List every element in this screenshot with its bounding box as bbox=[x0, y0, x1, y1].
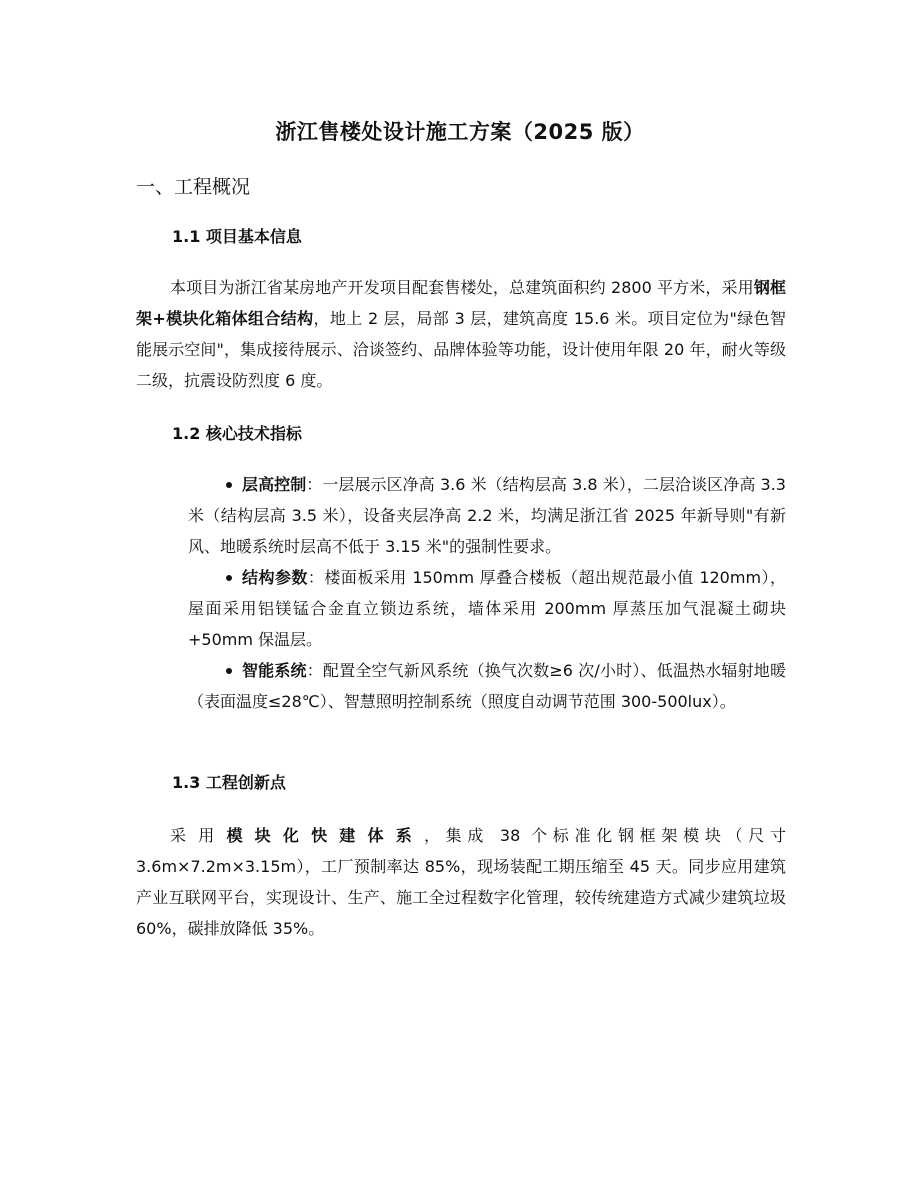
paragraph-text: 本项目为浙江省某房地产开发项目配套售楼处，总建筑面积约 2800 平方米，采用 bbox=[170, 278, 754, 297]
subsection-heading-1-2: 1.2 核心技术指标 bbox=[172, 424, 302, 443]
bullet-icon bbox=[226, 668, 232, 674]
list-item-text: ：楼面板采用 150mm 厚叠合楼板（超出规范最小值 120mm），屋面采用铝镁锰合金直立锁边系统，墙体采用 200mm 厚蒸压加气混凝土砌块+50mm 保温层。 bbox=[188, 568, 786, 649]
list-item-label: 结构参数 bbox=[242, 568, 308, 587]
list-item-text: ：配置全空气新风系统（换气次数≥6 次/小时）、低温热水辐射地暖（表面温度≤28℃）、智慧照明控制系统（照度自动调节范围 300-500lux）。 bbox=[188, 661, 786, 711]
list-item-text: ：一层展示区净高 3.6 米（结构层高 3.8 米），二层洽谈区净高 3.3 米（结构层高 3.5 米），设备夹层净高 2.2 米，均满足浙江省 2025 年新导则"有新风、地暖系统时层高不低于 3.15 米"的强制性要求。 bbox=[188, 475, 786, 556]
bullet-icon bbox=[226, 575, 232, 581]
paragraph-text: 采用 bbox=[170, 826, 227, 845]
subsection-heading-1-1: 1.1 项目基本信息 bbox=[172, 227, 302, 246]
indicator-list bbox=[188, 469, 786, 717]
paragraph-text: ，集成 38 个标准化钢框架模块（尺寸 3.6m×7.2m×3.15m），工厂预制率达 85%，现场装配工期压缩至 45 天。同步应用建筑产业互联网平台，实现设计、生产、施工全过程数字化管理，较传统建造方式减少建筑垃圾 60%，碳排放降低 35%。 bbox=[136, 826, 786, 938]
document-title: 浙江售楼处设计施工方案（2025 版） bbox=[275, 120, 645, 144]
paragraph-bold-text: 模块化快建体系 bbox=[226, 826, 424, 845]
paragraph-innovation bbox=[136, 820, 786, 944]
list-item-label: 智能系统 bbox=[242, 661, 307, 680]
list-item bbox=[188, 469, 786, 562]
paragraph-text: ，地上 2 层，局部 3 层，建筑高度 15.6 米。项目定位为"绿色智能展示空间"，集成接待展示、洽谈签约、品牌体验等功能，设计使用年限 20 年，耐火等级二级，抗震设防烈度 6 度。 bbox=[136, 309, 786, 390]
list-item bbox=[188, 655, 786, 717]
paragraph-bold-text: 钢框架+模块化箱体组合结构 bbox=[136, 278, 786, 328]
paragraph-basic-info bbox=[136, 272, 786, 396]
list-item-label: 层高控制 bbox=[242, 475, 307, 494]
list-item bbox=[188, 562, 786, 655]
subsection-heading-1-3: 1.3 工程创新点 bbox=[172, 773, 286, 792]
section-heading-overview: 一、工程概况 bbox=[136, 176, 251, 198]
bullet-icon bbox=[226, 482, 232, 488]
